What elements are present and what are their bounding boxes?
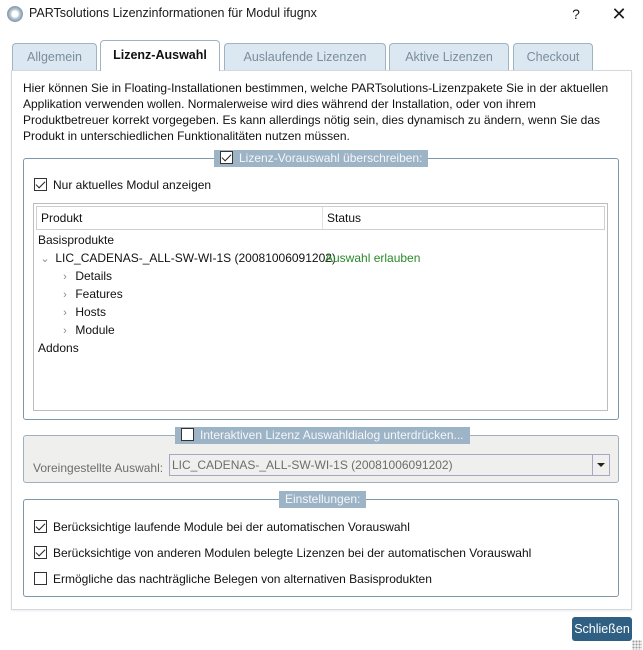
chevron-down-icon[interactable] — [592, 455, 609, 475]
only-current-module-label: Nur aktuelles Modul anzeigen — [53, 178, 212, 192]
suppress-legend-label: Interaktiven Lizenz Auswahldialog unterdrücken... — [200, 428, 464, 442]
status-badge: Auswahl erlauben — [325, 251, 421, 265]
title-bar — [0, 0, 643, 30]
checkbox-checked[interactable] — [34, 520, 47, 533]
suppress-dialog-group — [23, 428, 619, 483]
tree-item-module[interactable]: › Module — [58, 321, 115, 339]
settings-legend: Einstellungen: — [279, 491, 366, 508]
tree-item-license[interactable]: ⌄ LIC_CADENAS-_ALL-SW-WI-1S (20081006091202) Auswahl erlauben — [38, 249, 608, 267]
checkbox-checked[interactable] — [34, 546, 47, 559]
only-current-module-checkbox[interactable] — [34, 178, 211, 192]
tree-item-addons[interactable]: Addons — [38, 341, 79, 355]
tree-header — [36, 206, 605, 230]
help-button[interactable]: ? — [572, 6, 580, 22]
tree-item-hosts[interactable]: › Hosts — [58, 303, 106, 321]
tab-auslaufende-lizenzen[interactable]: Auslaufende Lizenzen — [224, 43, 386, 70]
checkbox-checked[interactable] — [34, 178, 47, 191]
tab-aktive-lizenzen[interactable]: Aktive Lizenzen — [389, 43, 509, 70]
tab-allgemein[interactable]: Allgemein — [12, 43, 97, 70]
app-icon — [7, 6, 23, 22]
intro-text: Hier können Sie in Floating-Installationen bestimmen, welche PARTsolutions-Lizenzpakete Sie in der aktuellen Applikation verwenden wollen. Normalerweise wird dies während der Installation, oder von ihrem Produktbetreuer korrekt vorgegeben. Es kann allerdings nötig sein, dies dynamisch zu ändern, wenn Sie das Produkt in unterschiedlichen Funktionalitäten nutzen müssen. — [23, 81, 609, 143]
preset-selection-label: Voreingestellte Auswahl: — [33, 461, 164, 475]
suppress-checkbox[interactable] — [181, 428, 194, 441]
column-header-produkt[interactable]: Produkt — [41, 211, 83, 225]
chevron-down-icon[interactable]: ⌄ — [40, 253, 50, 265]
tab-lizenz-auswahl[interactable]: Lizenz-Auswahl — [100, 40, 220, 71]
settings-group — [23, 492, 619, 597]
checkbox-unchecked[interactable] — [34, 572, 47, 585]
override-checkbox[interactable] — [220, 151, 233, 164]
close-icon[interactable]: ✕ — [611, 4, 627, 24]
resize-grip-icon[interactable] — [632, 640, 642, 650]
tree-item-details[interactable]: › Details — [58, 267, 112, 285]
chevron-right-icon[interactable]: › — [63, 307, 67, 319]
tree-item-features[interactable]: › Features — [58, 285, 123, 303]
tree-item-basisprodukte[interactable]: Basisprodukte — [38, 233, 115, 247]
suppress-legend[interactable] — [175, 427, 470, 444]
close-button[interactable]: Schließen — [572, 617, 632, 641]
chevron-right-icon[interactable]: › — [63, 271, 67, 283]
preset-selection-value: LIC_CADENAS-_ALL-SW-WI-1S (20081006091202) — [172, 458, 453, 472]
setting-alternative-base-products-checkbox[interactable]: Ermögliche das nachträgliche Belegen von alternativen Basisprodukten — [34, 572, 432, 586]
tab-checkout[interactable]: Checkout — [513, 43, 593, 70]
tab-panel-lizenz-auswahl — [11, 70, 632, 610]
setting-occupied-licenses-checkbox[interactable]: Berücksichtige von anderen Modulen belegte Lizenzen bei der automatischen Vorauswahl — [34, 546, 531, 560]
window-title: PARTsolutions Lizenzinformationen für Modul ifugnx — [29, 6, 317, 20]
license-tree[interactable] — [33, 203, 608, 411]
setting-running-modules-checkbox[interactable]: Berücksichtige laufende Module bei der automatischen Vorauswahl — [34, 520, 410, 534]
chevron-right-icon[interactable]: › — [63, 289, 67, 301]
override-legend[interactable] — [214, 150, 428, 167]
column-header-status[interactable]: Status — [327, 211, 362, 225]
preset-selection-dropdown[interactable] — [169, 454, 610, 476]
override-group — [23, 151, 619, 420]
chevron-right-icon[interactable]: › — [63, 325, 67, 337]
override-legend-label: Lizenz-Vorauswahl überschreiben: — [239, 151, 423, 165]
